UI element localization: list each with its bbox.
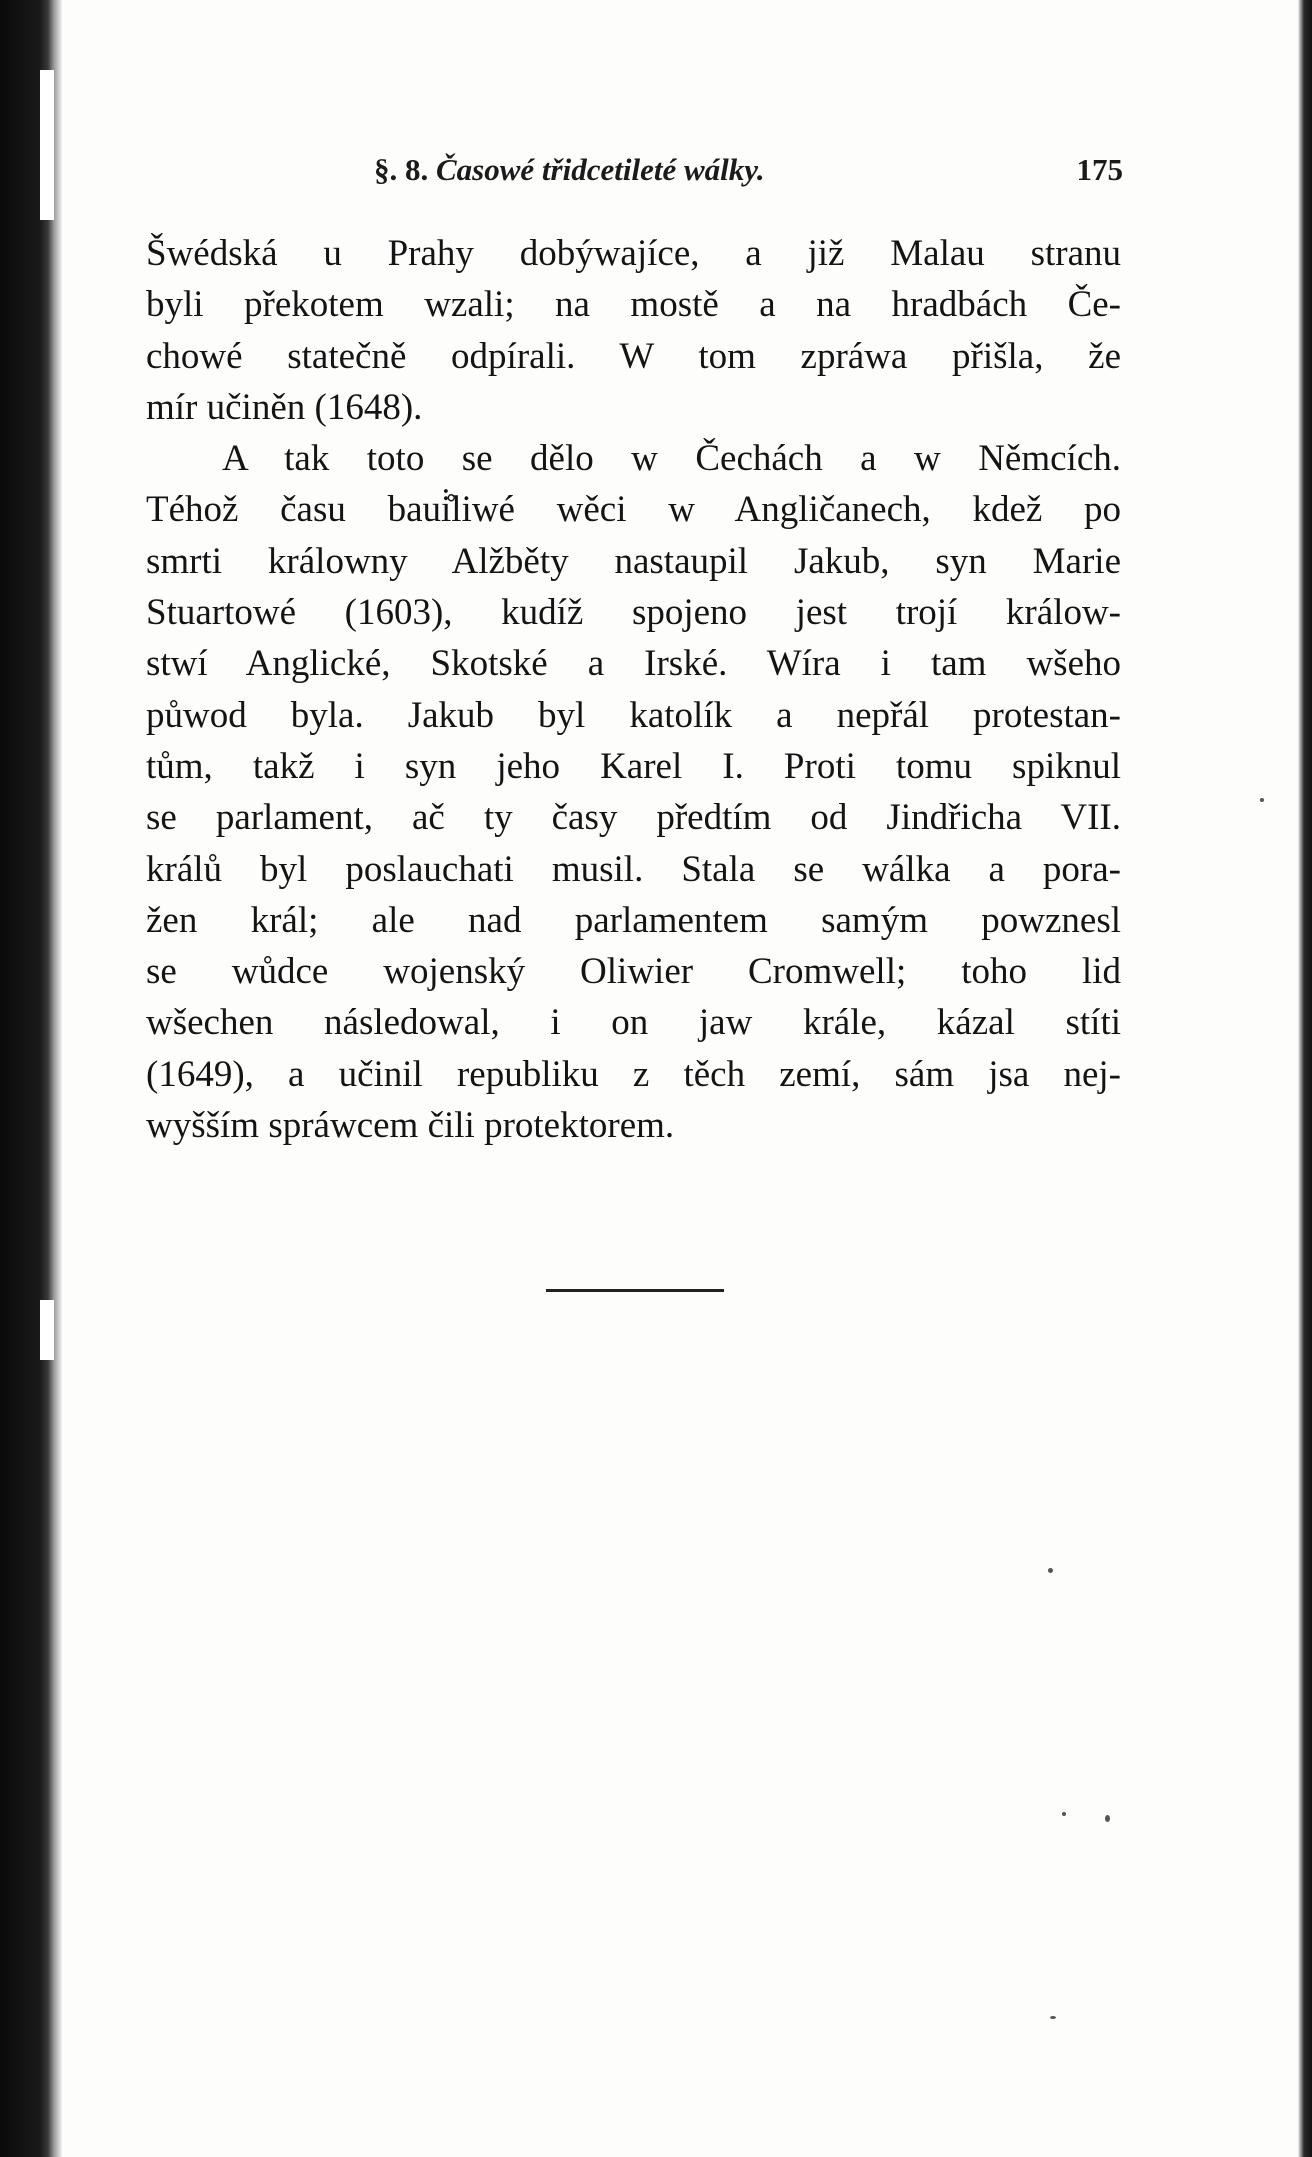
text-line: se wůdce wojenský Oliwier Cromwell; toho lid	[146, 951, 1121, 993]
text-line: tům, takž i syn jeho Karel I. Proti tomu spiknul	[146, 745, 1121, 787]
text-line: chowé statečně odpírali. W tom zpráwa přišla, že	[146, 335, 1121, 377]
text-line: wyšším spráwcem čili protektorem.	[146, 1105, 675, 1147]
binding-gap	[40, 1300, 54, 1360]
scan-speck	[1105, 1815, 1110, 1822]
scan-speck	[1048, 1568, 1053, 1573]
text-line: se parlament, ač ty časy předtím od Jindřicha VII.	[146, 797, 1121, 839]
running-title	[374, 152, 765, 188]
scan-speck	[1050, 2016, 1056, 2019]
text-line: králů byl poslauchati musil. Stala se wálka a pora-	[146, 848, 1121, 890]
text-line: Stuartowé (1603), kudíž spojeno jest trojí králow-	[146, 592, 1121, 634]
running-header	[148, 152, 1123, 198]
text-line: smrti králowny Alžběty nastaupil Jakub, syn Marie	[146, 540, 1121, 582]
text-line: (1649), a učinil republiku z těch zemí, sám jsa nej-	[146, 1053, 1121, 1095]
text-line: půwod byla. Jakub byl katolík a nepřál protestan-	[146, 694, 1121, 736]
binding-edge	[0, 0, 62, 2157]
text-line: A tak toto se dělo w Čechách a w Němcích.	[222, 438, 1121, 480]
chapter-title: Časowé třidcetileté wálky.	[436, 152, 765, 187]
text-line: Téhož času baui̇̊liwé wěci w Angličanech, kdež po	[146, 489, 1121, 531]
text-line: wšechen následowal, i on jaw krále, kázal stíti	[146, 1002, 1121, 1044]
binding-gap	[40, 70, 54, 220]
body-text	[146, 228, 1121, 1151]
page-number: 175	[1076, 152, 1123, 187]
scan-speck	[1260, 798, 1264, 802]
end-rule	[546, 1289, 724, 1292]
section-number: §. 8.	[374, 152, 429, 187]
scan-speck	[1062, 1812, 1066, 1816]
text-line: Šwédská u Prahy dobýwajíce, a již Malau stranu	[146, 233, 1121, 274]
text-line: žen král; ale nad parlamentem samým powznesl	[146, 899, 1121, 941]
right-page-edge	[1298, 0, 1312, 2157]
text-line: mír učiněn (1648).	[146, 386, 423, 428]
text-line: stwí Anglické, Skotské a Irské. Wíra i tam wšeho	[146, 643, 1121, 685]
text-line: byli překotem wzali; na mostě a na hradbách Če-	[146, 284, 1121, 326]
